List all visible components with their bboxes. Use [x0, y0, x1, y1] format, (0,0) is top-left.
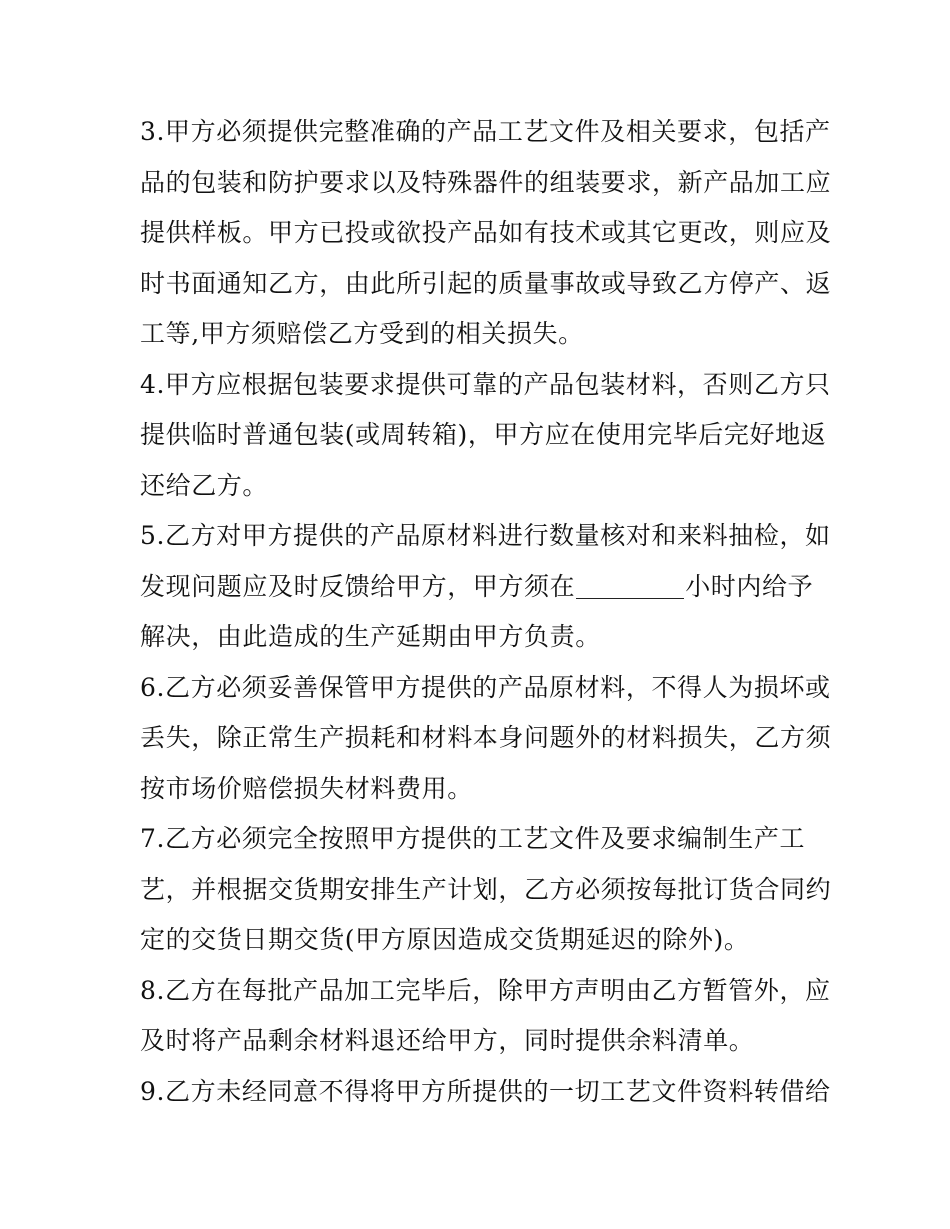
text-line: 3.甲方必须提供完整准确的产品工艺文件及相关要求，包括产 [140, 117, 831, 146]
text-line: 还给乙方。 [140, 470, 269, 500]
text-line: 5.乙方对甲方提供的产品原材料进行数量核对和来料抽检，如 [140, 521, 831, 550]
clause-4 [140, 360, 831, 512]
fill-in-blank-hours [576, 574, 684, 599]
blank-suffix-text: 小时内给予 [685, 571, 814, 601]
blank-prefix-text: 发现问题应及时反馈给甲方，甲方须在 [140, 571, 576, 601]
text-line: 9.乙方未经同意不得将甲方所提供的一切工艺文件资料转借给 [140, 1076, 831, 1106]
clause-3 [140, 107, 832, 360]
clause-8 [140, 966, 831, 1067]
text-line-with-blank [140, 562, 815, 613]
text-line: 艺，并根据交货期安排生产计划，乙方必须按每批订货合同约 [140, 874, 832, 904]
text-line: 8.乙方在每批产品加工完毕后，除甲方声明由乙方暂管外，应 [140, 975, 831, 1005]
clause-5 [140, 511, 831, 663]
text-line: 定的交货日期交货(甲方原因造成交货期延迟的除外)。 [140, 925, 750, 954]
text-line: 提供临时普通包装(或周转箱)，甲方应在使用完毕后完好地返 [140, 420, 827, 449]
text-line: 6.乙方必须妥善保管甲方提供的产品原材料，不得人为损坏或 [140, 672, 831, 702]
document-body [140, 107, 832, 1117]
text-line: 7.乙方必须完全按照甲方提供的工艺文件及要求编制生产工 [140, 824, 806, 853]
text-line: 及时将产品剩余材料退还给甲方，同时提供余料清单。 [140, 1026, 755, 1055]
text-line: 工等,甲方须赔偿乙方受到的相关损失。 [140, 319, 584, 348]
clause-6 [140, 663, 832, 815]
text-line: 4.甲方应根据包装要求提供可靠的产品包装材料，否则乙方只 [140, 369, 831, 399]
text-line: 提供样板。甲方已投或欲投产品如有技术或其它更改，则应及 [140, 218, 832, 247]
text-line: 解决，由此造成的生产延期由甲方负责。 [140, 622, 601, 651]
clause-7 [140, 814, 832, 966]
text-line: 时书面通知乙方，由此所引起的质量事故或导致乙方停产、返 [140, 268, 832, 298]
clause-9 [140, 1067, 831, 1118]
text-line: 丢失，除正常生产损耗和材料本身问题外的材料损失，乙方须 [140, 723, 832, 752]
text-line: 品的包装和防护要求以及特殊器件的组装要求，新产品加工应 [140, 167, 832, 197]
text-line: 按市场价赔偿损失材料费用。 [140, 773, 473, 803]
